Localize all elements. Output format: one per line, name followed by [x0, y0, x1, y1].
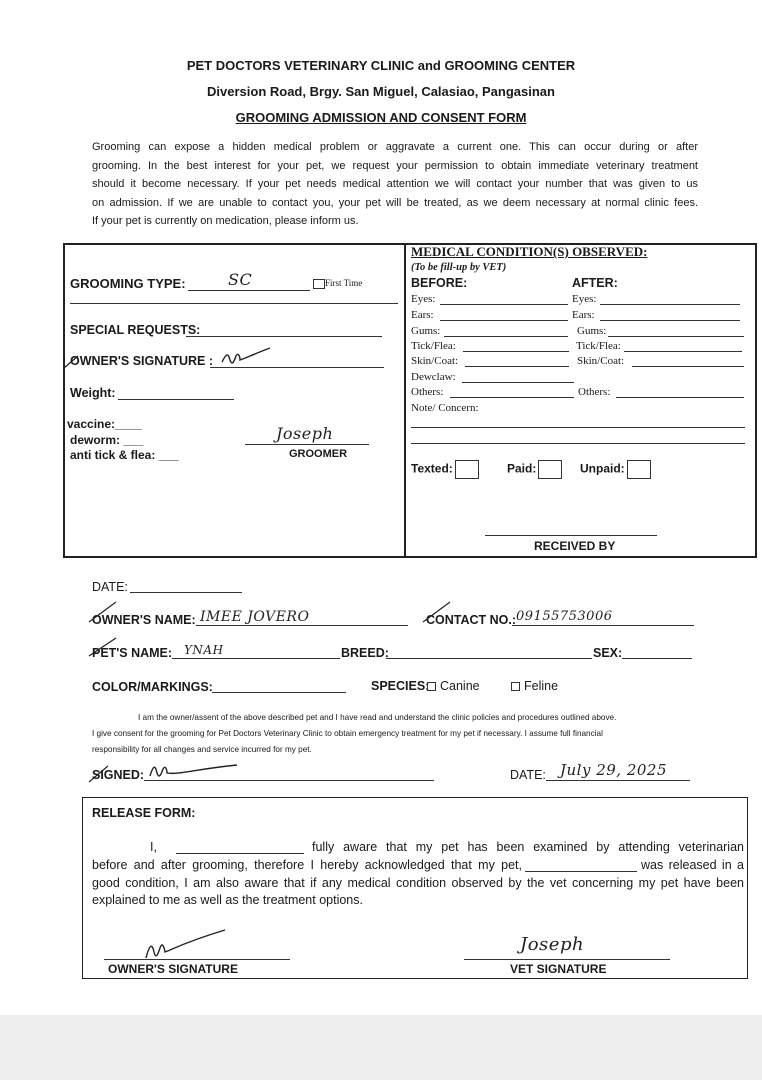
feline-label: Feline	[524, 679, 559, 693]
after-skincoat-line[interactable]	[632, 366, 744, 367]
medical-condition-title: MEDICAL CONDITION(S) OBSERVED:	[411, 244, 648, 259]
pet-name-value[interactable]: YNAH	[184, 643, 224, 657]
texted-field[interactable]	[411, 460, 479, 479]
intro-line: should it become necessary. If your pet needs medical attention we will contact your number that was given to us	[92, 178, 698, 190]
before-skincoat-label: Skin/Coat:	[411, 355, 459, 367]
first-time-checkbox[interactable]	[313, 279, 325, 289]
intro-paragraph	[92, 138, 698, 231]
vet-signature-label: VET SIGNATURE	[510, 962, 607, 976]
after-gums-line[interactable]	[608, 336, 744, 337]
special-requests-label: SPECIAL REQUESTS:	[70, 323, 201, 337]
after-ears-line[interactable]	[600, 320, 740, 321]
before-others-label: Others:	[411, 386, 444, 398]
before-others-line[interactable]	[450, 397, 574, 398]
after-skincoat-label: Skin/Coat:	[577, 355, 625, 367]
texted-checkbox[interactable]	[455, 460, 479, 479]
received-by-label: RECEIVED BY	[534, 539, 616, 553]
after-label: AFTER:	[572, 276, 618, 290]
after-others-line[interactable]	[616, 397, 744, 398]
groomer-label: GROOMER	[289, 448, 348, 460]
signed-date-value[interactable]: July 29, 2025	[560, 761, 668, 779]
release-text-2: before and after grooming, therefore I hereby acknowledged that my pet,	[92, 858, 522, 872]
release-text-1: fully aware that my pet has been examined by attending veterinarian	[312, 840, 744, 854]
before-dewclaw-label: Dewclaw:	[411, 371, 456, 383]
signed-label: SIGNED:	[92, 768, 145, 782]
owner-signature-scribble	[62, 342, 292, 374]
after-eyes-label: Eyes:	[572, 293, 597, 305]
paid-checkbox[interactable]	[538, 460, 562, 479]
weight-label: Weight:	[70, 386, 116, 400]
grooming-type-value[interactable]: SC	[228, 270, 253, 289]
panel-divider	[404, 243, 406, 556]
before-tickflea-label: Tick/Flea:	[411, 340, 456, 352]
release-pet-line[interactable]	[525, 871, 637, 872]
anti-tick-label: anti tick & flea: ___	[70, 448, 179, 462]
owner-name-line[interactable]	[196, 625, 408, 626]
species-feline-option[interactable]	[511, 679, 558, 693]
owner-release-signature-label: OWNER'S SIGNATURE	[108, 962, 238, 976]
release-form-title: RELEASE FORM:	[92, 806, 196, 820]
color-markings-label: COLOR/MARKINGS:	[92, 680, 213, 694]
note-line-2[interactable]	[411, 443, 745, 444]
clinic-name: PET DOCTORS VETERINARY CLINIC and GROOMING CENTER	[186, 58, 576, 73]
before-dewclaw-line[interactable]	[462, 382, 574, 383]
species-canine-option[interactable]	[427, 679, 480, 693]
intro-line: grooming. In the best interest for your pet, we request your permission to obtain immediate veterinary treatment	[92, 159, 698, 172]
release-name-line[interactable]	[176, 853, 304, 854]
species-label: SPECIES:	[371, 679, 430, 693]
intro-line: Grooming can expose a hidden medical problem or aggravate a current one. This can occur during or after	[92, 141, 698, 153]
canine-label: Canine	[440, 679, 480, 693]
contact-line[interactable]	[512, 625, 694, 626]
owner-name-value[interactable]: IMEE JOVERO	[200, 609, 310, 625]
consent-line: responsibility for all changes and service incurred for my pet.	[92, 745, 312, 754]
before-ears-line[interactable]	[440, 320, 568, 321]
grooming-type-label: GROOMING TYPE:	[70, 276, 186, 291]
consent-line: I am the owner/assent of the above described pet and I have read and understand the clinic policies and procedures outlined above.	[138, 713, 617, 722]
grooming-type-line	[188, 290, 310, 291]
unpaid-label: Unpaid:	[580, 461, 625, 476]
after-eyes-line[interactable]	[600, 304, 740, 305]
release-text-3: was released in a	[641, 858, 744, 872]
first-time-option[interactable]	[313, 278, 362, 289]
color-markings-line[interactable]	[212, 692, 346, 693]
signed-date-label: DATE:	[510, 768, 546, 782]
vet-signature-line[interactable]	[464, 959, 670, 960]
vet-fill-note: (To be fill-up by VET)	[411, 262, 507, 273]
before-gums-label: Gums:	[411, 325, 441, 337]
contact-value[interactable]: 09155753006	[516, 609, 613, 624]
owner-signature-label: OWNER'S SIGNATURE :	[70, 354, 214, 368]
intro-line: on admission. If we are unable to contact you, your pet will be treated, as we deem necessary at normal clinic fees.	[92, 196, 698, 209]
weight-line[interactable]	[118, 399, 234, 400]
owner-name-label: OWNER'S NAME:	[92, 613, 196, 627]
texted-label: Texted:	[411, 461, 453, 476]
after-tickflea-label: Tick/Flea:	[576, 340, 621, 352]
before-tickflea-line[interactable]	[463, 351, 569, 352]
groomer-signature-line[interactable]	[245, 444, 369, 445]
release-text-5: explained to me as well as the treatment options.	[92, 893, 363, 907]
before-label: BEFORE:	[411, 276, 468, 290]
paid-field[interactable]	[507, 460, 562, 479]
contact-label: CONTACT NO.:	[426, 613, 517, 627]
before-eyes-label: Eyes:	[411, 293, 436, 305]
signed-signature-scribble	[86, 754, 246, 786]
pet-name-tick-mark	[86, 632, 126, 660]
date-label: DATE:	[92, 580, 128, 594]
date-line[interactable]	[130, 592, 242, 593]
owner-name-tick-mark	[86, 596, 126, 626]
after-gums-label: Gums:	[577, 325, 607, 337]
before-skincoat-line[interactable]	[465, 366, 569, 367]
release-i-label: I,	[150, 840, 157, 854]
before-gums-line[interactable]	[444, 336, 568, 337]
consent-paragraph	[92, 710, 702, 758]
note-concern-label: Note/ Concern:	[411, 402, 479, 414]
breed-line[interactable]	[386, 658, 592, 659]
clinic-address: Diversion Road, Brgy. San Miguel, Calasiao, Pangasinan	[207, 84, 555, 99]
sex-line[interactable]	[622, 658, 692, 659]
after-others-label: Others:	[578, 386, 611, 398]
release-text-4: good condition, I am also aware that if any medical condition observed by the vet concerning my pet have been	[92, 876, 744, 890]
vaccine-label: vaccine:____	[67, 417, 142, 431]
form-title: GROOMING ADMISSION AND CONSENT FORM	[235, 110, 527, 125]
vet-signature: Joseph	[520, 934, 585, 955]
canine-checkbox[interactable]	[427, 682, 436, 691]
unpaid-field[interactable]	[580, 460, 651, 479]
scan-edge-shadow	[0, 1015, 762, 1080]
breed-label: BREED:	[341, 646, 389, 660]
special-requests-line[interactable]	[186, 336, 382, 337]
note-line-1[interactable]	[411, 427, 745, 428]
contact-tick-mark	[420, 596, 460, 626]
consent-line: I give consent for the grooming for Pet Doctors Veterinary Clinic to obtain emergency treatment for my pet if necessary. I assume full financial	[92, 729, 603, 738]
sex-label: SEX:	[593, 646, 623, 660]
pet-name-line[interactable]	[172, 658, 340, 659]
signed-date-line[interactable]	[546, 780, 690, 781]
grooming-type-extra-line	[70, 303, 398, 304]
feline-checkbox[interactable]	[511, 682, 520, 691]
first-time-label: First Time	[325, 278, 363, 288]
paid-label: Paid:	[507, 461, 537, 476]
unpaid-checkbox[interactable]	[627, 460, 651, 479]
owner-release-signature-line[interactable]	[104, 959, 290, 960]
received-by-line[interactable]	[485, 535, 657, 536]
deworm-label: deworm: ___	[70, 433, 144, 447]
before-eyes-line[interactable]	[440, 304, 568, 305]
groomer-signature: Joseph	[276, 424, 334, 443]
after-ears-label: Ears:	[572, 309, 595, 321]
intro-line: If your pet is currently on medication, please inform us.	[92, 215, 359, 227]
before-ears-label: Ears:	[411, 309, 434, 321]
pet-name-label: PET'S NAME:	[92, 646, 173, 660]
after-tickflea-line[interactable]	[624, 351, 742, 352]
